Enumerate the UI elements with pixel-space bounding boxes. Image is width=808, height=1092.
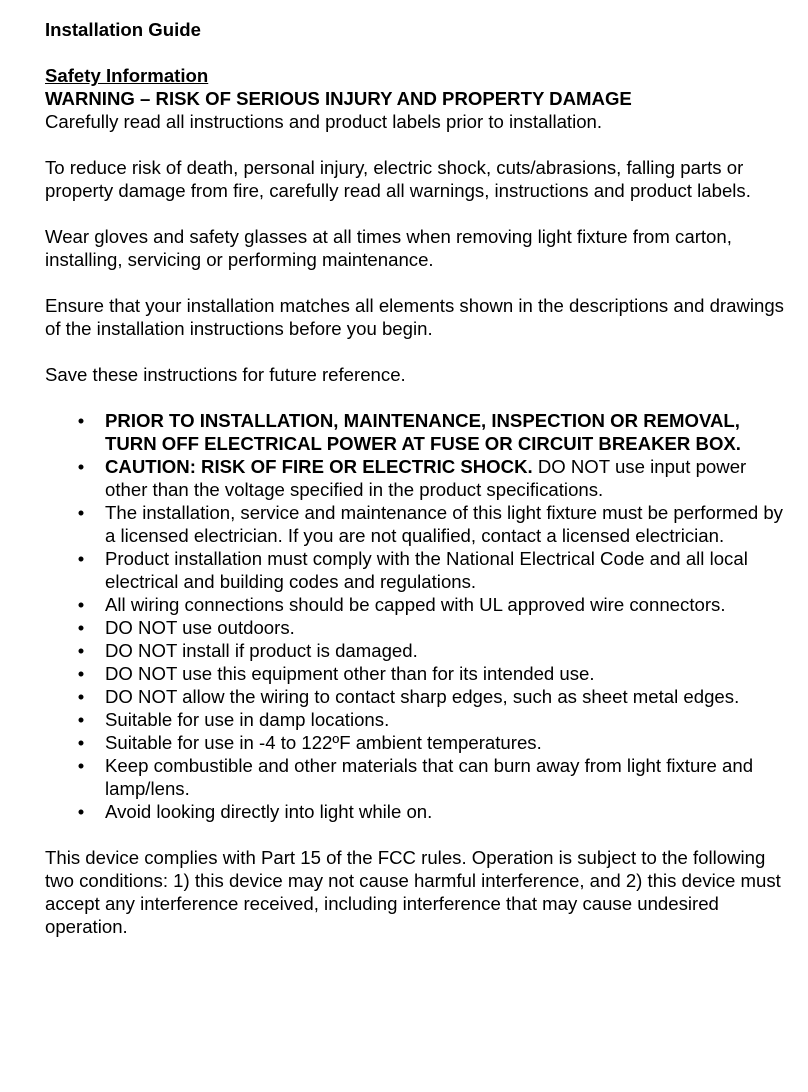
list-item-text: Avoid looking directly into light while on. [105, 801, 433, 822]
spacer [45, 202, 785, 225]
list-item [45, 547, 785, 593]
list-item [45, 662, 785, 685]
list-item [45, 685, 785, 708]
list-item-text: DO NOT install if product is damaged. [105, 640, 418, 661]
list-item-text: The installation, service and maintenance of this light fixture must be performed by a licensed electrician. If you are not qualified, contact a licensed electrician. [105, 502, 783, 546]
page-title: Installation Guide [45, 19, 201, 40]
spacer [45, 133, 785, 156]
list-item [45, 409, 785, 455]
risk-paragraph: To reduce risk of death, personal injury, electric shock, cuts/abrasions, falling parts or property damage from fire, carefully read all warnings, instructions and product labels. [45, 157, 751, 201]
bullet-icon: • [77, 617, 85, 638]
list-item [45, 616, 785, 639]
list-item-text: DO NOT use this equipment other than for its intended use. [105, 663, 595, 684]
fcc-paragraph: This device complies with Part 15 of the FCC rules. Operation is subject to the following two conditions: 1) this device may not cause harmful interference, and 2) this device must accept any interference received, including interference that may cause undesired operation. [45, 847, 781, 937]
list-item-text: DO NOT use outdoors. [105, 617, 295, 638]
spacer [45, 823, 785, 846]
list-item [45, 731, 785, 754]
document-page [45, 18, 785, 938]
spacer [45, 340, 785, 363]
bullet-icon: • [77, 755, 85, 776]
bullet-icon: • [77, 594, 85, 615]
list-item-text: Suitable for use in -4 to 122ºF ambient temperatures. [105, 732, 542, 753]
bullet-icon: • [77, 548, 85, 569]
bullet-icon: • [77, 732, 85, 753]
ensure-paragraph: Ensure that your installation matches all elements shown in the descriptions and drawings of the installation instructions before you begin. [45, 295, 784, 339]
bullet-icon: • [77, 686, 85, 707]
bullet-icon: • [77, 709, 85, 730]
list-item-bold: PRIOR TO INSTALLATION, MAINTENANCE, INSPECTION OR REMOVAL, TURN OFF ELECTRICAL POWER AT FUSE OR CIRCUIT BREAKER BOX. [105, 410, 741, 454]
list-item-text: Product installation must comply with the National Electrical Code and all local electrical and building codes and regulations. [105, 548, 748, 592]
list-item-text: DO NOT allow the wiring to contact sharp edges, such as sheet metal edges. [105, 686, 740, 707]
save-paragraph: Save these instructions for future reference. [45, 364, 406, 385]
list-item [45, 800, 785, 823]
spacer [45, 386, 785, 409]
section-heading-safety: Safety Information [45, 65, 209, 86]
bullet-icon: • [77, 663, 85, 684]
intro-paragraph: Carefully read all instructions and product labels prior to installation. [45, 111, 603, 132]
list-item [45, 501, 785, 547]
bullet-icon: • [77, 456, 85, 477]
spacer [45, 41, 785, 64]
bullet-icon: • [77, 640, 85, 661]
list-item-text: DO NOT use input power other than the voltage specified in the product specifications. [105, 456, 747, 500]
list-item-text: All wiring connections should be capped with UL approved wire connectors. [105, 594, 726, 615]
gloves-paragraph: Wear gloves and safety glasses at all times when removing light fixture from carton, installing, servicing or performing maintenance. [45, 226, 732, 270]
list-item-text: Keep combustible and other materials that can burn away from light fixture and lamp/lens. [105, 755, 754, 799]
list-item-bold: CAUTION: RISK OF FIRE OR ELECTRIC SHOCK. [105, 456, 533, 477]
list-item [45, 455, 785, 501]
list-item [45, 593, 785, 616]
warning-heading: WARNING – RISK OF SERIOUS INJURY AND PROPERTY DAMAGE [45, 88, 632, 109]
list-item [45, 708, 785, 731]
list-item-text: Suitable for use in damp locations. [105, 709, 390, 730]
list-item [45, 754, 785, 800]
list-item [45, 639, 785, 662]
bullet-icon: • [77, 410, 85, 431]
safety-bullet-list [45, 409, 785, 823]
bullet-icon: • [77, 502, 85, 523]
bullet-icon: • [77, 801, 85, 822]
spacer [45, 271, 785, 294]
